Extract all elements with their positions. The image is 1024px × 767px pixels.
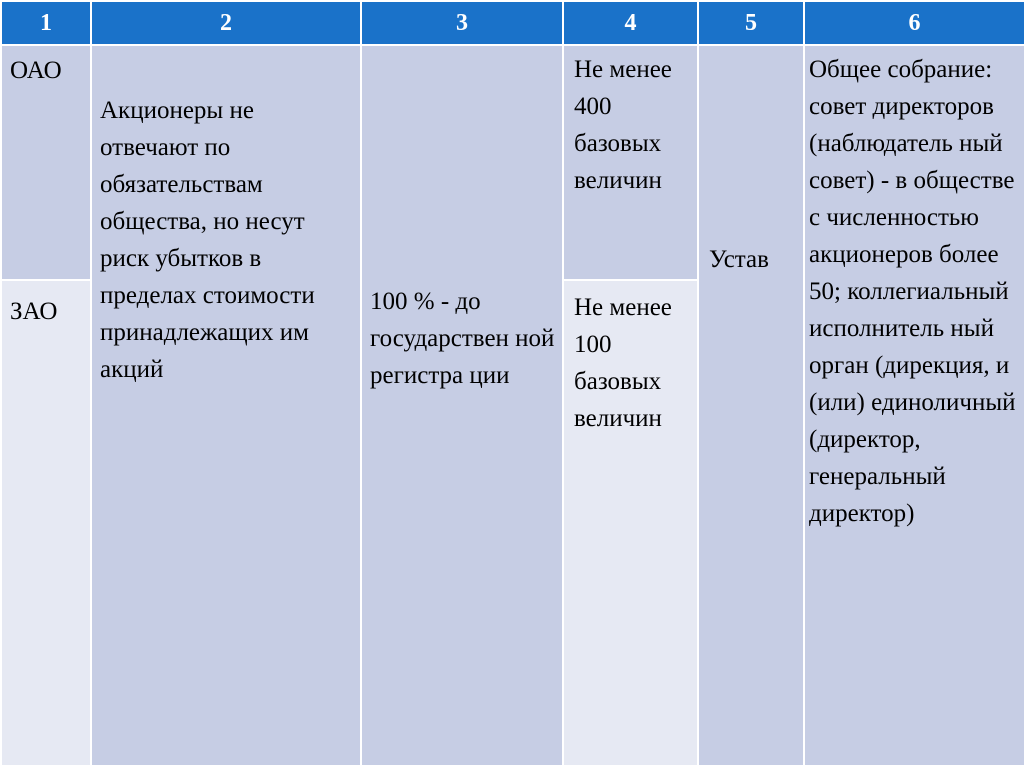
table-header-row bbox=[1, 1, 1024, 45]
min-capital-oao-text: Не менее 400 базовых величин bbox=[574, 56, 672, 194]
cell-management bbox=[804, 45, 1024, 766]
cell-min-capital-oao bbox=[563, 45, 698, 280]
header-cell-4: 4 bbox=[563, 1, 698, 45]
cell-founding-document bbox=[698, 45, 804, 766]
header-cell-1: 1 bbox=[1, 1, 91, 45]
header-cell-3: 3 bbox=[361, 1, 563, 45]
cell-company-type-zao bbox=[1, 280, 91, 766]
header-cell-6: 6 bbox=[804, 1, 1024, 45]
company-type-zao-text: ЗАО bbox=[10, 298, 58, 325]
cell-min-capital-zao bbox=[563, 280, 698, 766]
company-type-oao-text: ОАО bbox=[10, 57, 62, 84]
capital-payment-text: 100 % - до государствен ной регистра ции bbox=[370, 288, 555, 389]
cell-capital-payment bbox=[361, 45, 563, 766]
cell-liability bbox=[91, 45, 361, 766]
management-text: Общее собрание: совет директоров (наблюдатель ный совет) - в обществе с численностью акционеров более 50; коллегиальный исполнитель ный орган (дирекция, и (или) единоличный (директор, генеральный директор) bbox=[809, 56, 1016, 527]
founding-document-text: Устав bbox=[709, 246, 769, 273]
header-cell-2: 2 bbox=[91, 1, 361, 45]
min-capital-zao-text: Не менее 100 базовых величин bbox=[574, 294, 672, 432]
cell-company-type-oao bbox=[1, 45, 91, 280]
header-cell-5: 5 bbox=[698, 1, 804, 45]
liability-text: Акционеры не отвечают по обязательствам общества, но несут риск убытков в пределах стоимости принадлежащих им акций bbox=[100, 97, 315, 383]
table-row-oao bbox=[1, 45, 1024, 280]
